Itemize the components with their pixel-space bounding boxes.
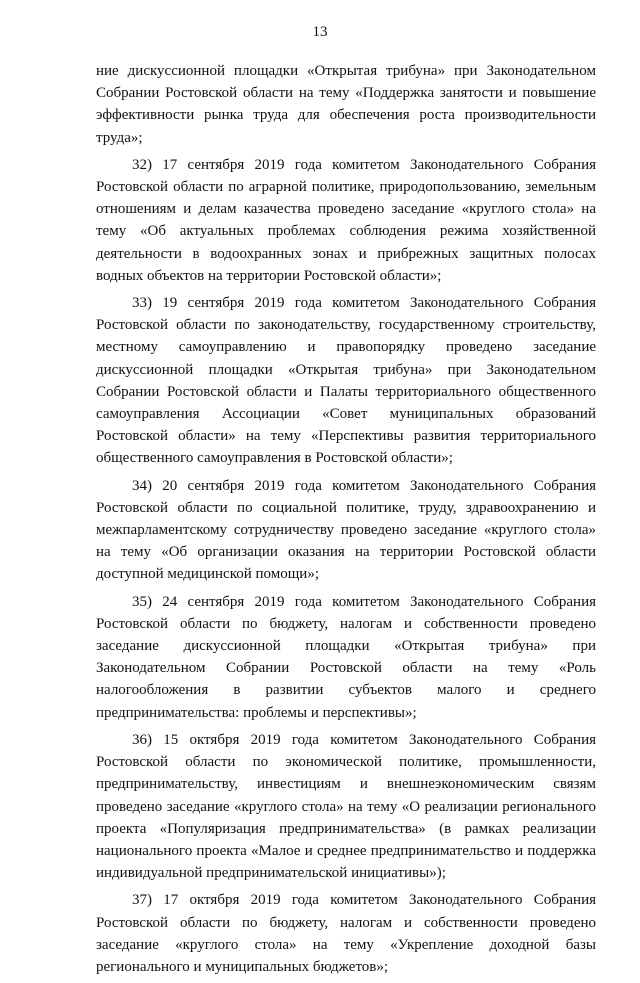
page-number: 13 (312, 24, 328, 40)
paragraph-item-33: 33) 19 сентября 2019 года комитетом Законодательного Собрания Ростовской области по законодательству, государственному строительству, местному самоуправлению и правопорядку проведено заседание дискуссионной площадки «Открытая трибуна» при Законодательном Собрании Ростовской области и Палаты территориального общественного самоуправления Ассоциации «Совет муниципальных образований Ростовской области» на тему «Перспективы развития территориального общественного самоуправления в Ростовской области»; (96, 295, 596, 467)
paragraph-continuation: ние дискуссионной площадки «Открытая трибуна» при Законодательном Собрании Ростовской области на тему «Поддержка занятости и повышение эффективности рынка труда для обеспечения роста производительности труда»; (96, 63, 596, 146)
paragraph-item-35: 35) 24 сентября 2019 года комитетом Законодательного Собрания Ростовской области по бюджету, налогам и собственности проведено заседание дискуссионной площадки «Открытая трибуна» при Законодательном Собрании Ростовской области на тему «Роль налогообложения в развитии субъектов малого и среднего предпринимательства: проблемы и перспективы»; (96, 593, 596, 721)
paragraph-item-34: 34) 20 сентября 2019 года комитетом Законодательного Собрания Ростовской области по социальной политике, труду, здравоохранению и межпарламентскому сотрудничеству проведено заседание «круглого стола» на тему «Об организации оказания на территории Ростовской области доступной медицинской помощи»; (96, 477, 596, 583)
paragraph-item-32: 32) 17 сентября 2019 года комитетом Законодательного Собрания Ростовской области по аграрной политике, природопользованию, земельным отношениям и делам казачества проведено заседание «круглого стола» на тему «Об актуальных проблемах соблюдения режима хозяйственной деятельности в водоохранных зонах и прибрежных защитных полосах водных объектов на территории Ростовской области»; (96, 156, 596, 284)
document-body (96, 60, 596, 983)
paragraph-item-37: 37) 17 октября 2019 года комитетом Законодательного Собрания Ростовской области по бюджету, налогам и собственности проведено заседание «круглого стола» на тему «Укрепление доходной базы регионального и муниципальных бюджетов»; (96, 892, 596, 975)
paragraph-item-36: 36) 15 октября 2019 года комитетом Законодательного Собрания Ростовской области по экономической политике, промышленности, предпринимательству, инвестициям и внешнеэкономическим связям проведено заседание «круглого стола» на тему «О реализации регионального проекта «Популяризация предпринимательства» (в рамках реализации национального проекта «Малое и среднее предпринимательство и поддержка индивидуальной предпринимательской инициативы»); (96, 731, 596, 882)
